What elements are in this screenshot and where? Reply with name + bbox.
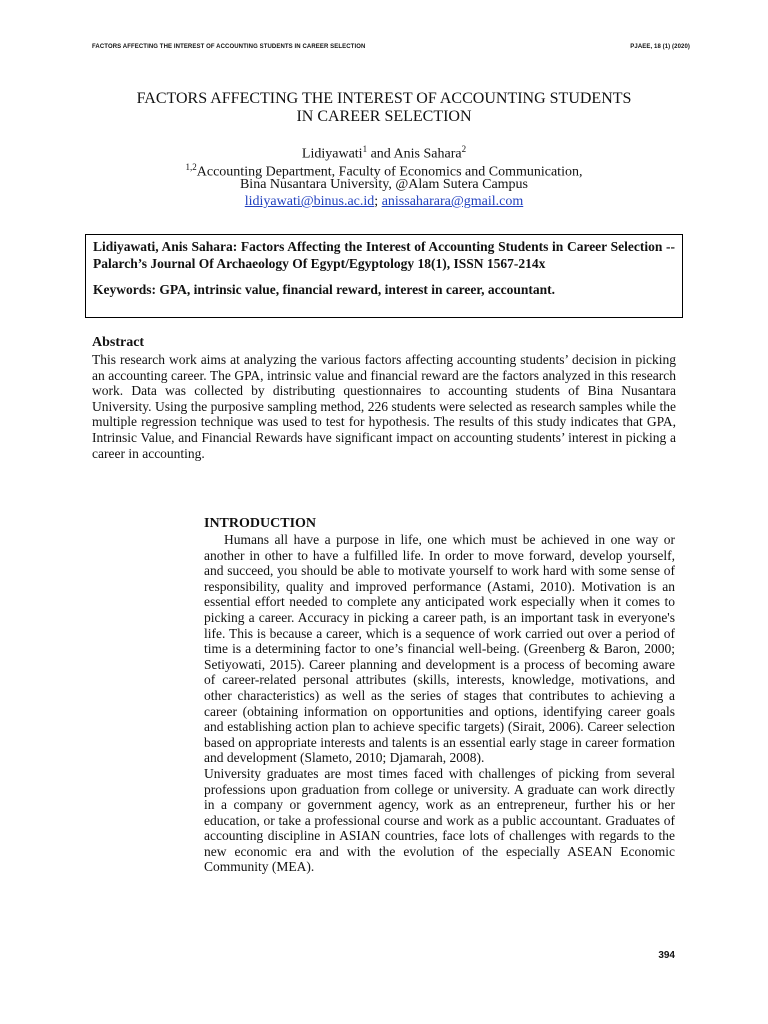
citation-box: [85, 234, 683, 318]
author-1-sup: 1: [362, 144, 368, 154]
affiliation-line-2: Bina Nusantara University, @Alam Sutera Campus: [239, 177, 529, 192]
affiliation-dept: Accounting Department, Faculty of Economics and Communication,: [196, 164, 583, 180]
author-emails: [92, 193, 676, 211]
author-1: Lidiyawati: [301, 146, 363, 162]
introduction-paragraph-1: Humans all have a purpose in life, one which must be achieved in one way or another in other to have a fulfilled life. In order to move forward, develop yourself, and succeed, you should be able to motivate yourself to work hard with some sense of responsibility, quality and improved performance (Astami, 2010). Motivation is an essential effort needed to complete any anticipated work especially when it comes to picking a career. Accuracy in picking a career path, is an important task in everyone's life. This is because a career, which is a sequence of work carried out over a period of time is a determining factor to one’s financial well-being. (Greenberg & Baron, 2000; Setiyowati, 2015). Career planning and development is a process of becoming aware of career-related personal attributes (skills, interests, knowledge, motivations, and other characteristics) as well as the series of stages that contributes to achieving a career (obtaining information on opportunities and options, identifying career goals and establishing action plan to achieve specific targets) (Sirait, 2006). Career selection based on appropriate interests and talents is an essential early stage in career formation and development (Slameto, 2010; Djamarah, 2008).: [204, 532, 675, 766]
paper-title: [92, 90, 676, 126]
author-2-sup: 2: [461, 144, 467, 154]
citation-text: Lidiyawati, Anis Sahara: Factors Affecting the Interest of Accounting Students in Career Selection -- Palarch’s Journal Of Archaeology Of Egypt/Egyptology 18(1), ISSN 1567-214x: [93, 239, 675, 271]
paper-title-line-2: IN CAREER SELECTION: [296, 108, 472, 125]
introduction-paragraph-2: University graduates are most times faced with challenges of picking from several professions upon graduation from college or university. A graduate can work directly in a company or government agency, work as an entrepreneur, further his or her education, or take a professional course and work as a public accountant. Graduates of accounting discipline in ASIAN countries, face lots of challenges with regards to the new economic era and with the evolution of the especially ASEAN Economic Community (MEA).: [204, 765, 675, 875]
author-2: Anis Sahara: [393, 146, 462, 162]
running-head-title: FACTORS AFFECTING THE INTEREST OF ACCOUNTING STUDENTS IN CAREER SELECTION: [92, 44, 366, 50]
running-head: [92, 44, 690, 50]
author-conjunction: and: [367, 146, 394, 162]
email-link-1[interactable]: lidiyawati@binus.ac.id: [244, 194, 375, 209]
page-number: 394: [658, 950, 675, 961]
affiliation-sup: 1,2: [185, 162, 197, 172]
keywords: Keywords: GPA, intrinsic value, financial reward, interest in career, accountant.: [93, 282, 555, 297]
introduction-body: [204, 532, 675, 875]
email-separator: ;: [374, 194, 382, 209]
introduction-heading: INTRODUCTION: [204, 516, 317, 531]
running-head-journal: PJAEE, 18 (1) (2020): [630, 44, 690, 50]
abstract-text: This research work aims at analyzing the various factors affecting accounting students’ decision in picking an accounting career. The GPA, intrinsic value and financial reward are the factors analyzed in this research work. Data was collected by distributing questionnaires to accounting students of Bina Nusantara University. Using the purposive sampling method, 226 students were selected as research samples while the multiple regression technique was used to test for hypothesis. The results of this study indicates that GPA, Intrinsic Value, and Financial Rewards have significant impact on accounting students’ interest in picking a career in accounting.: [92, 352, 676, 461]
email-link-2[interactable]: anissaharara@gmail.com: [381, 194, 524, 209]
abstract-heading: Abstract: [92, 335, 145, 350]
paper-title-line-1: FACTORS AFFECTING THE INTEREST OF ACCOUNTING STUDENTS: [136, 90, 632, 107]
